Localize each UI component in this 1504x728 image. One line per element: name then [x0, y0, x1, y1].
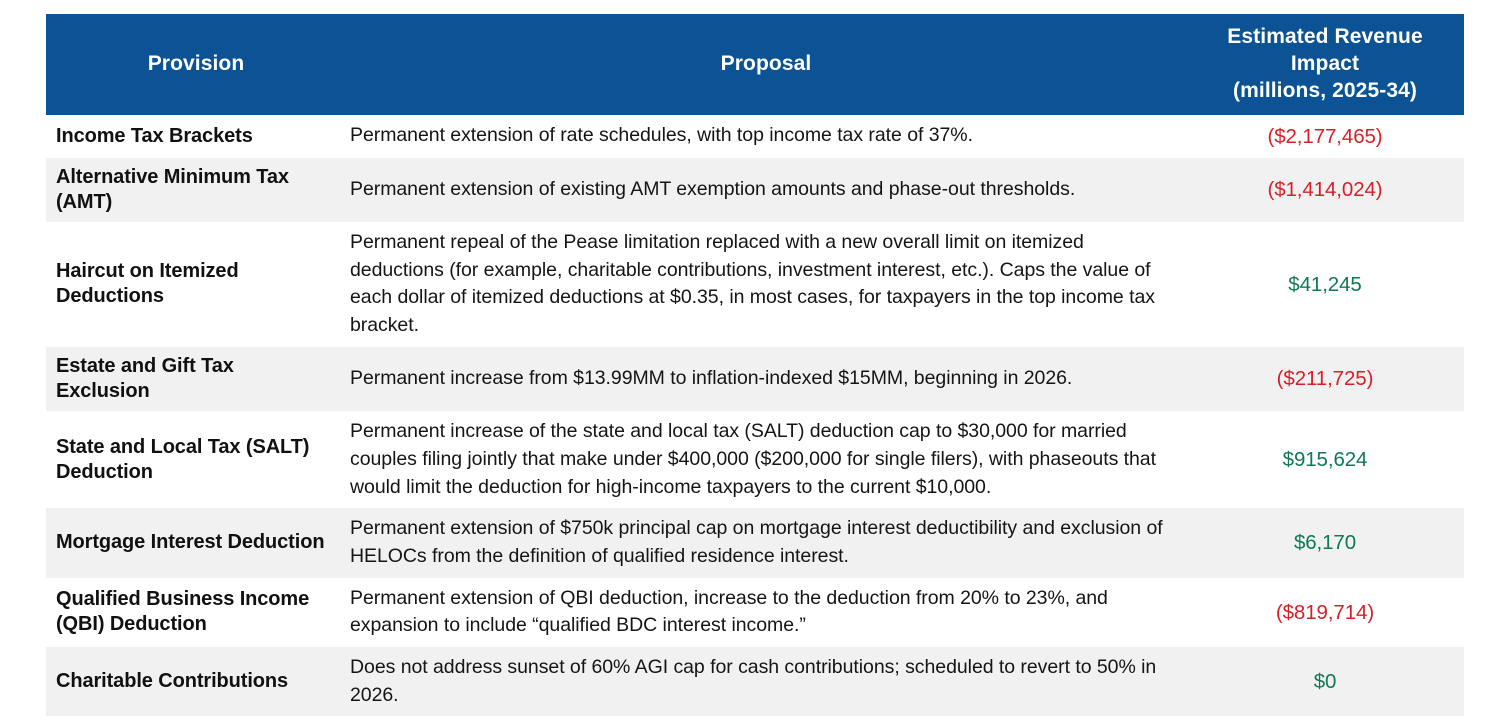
- table-row: [46, 508, 1464, 577]
- cell-provision: Estate and Gift Tax Exclusion: [46, 347, 346, 411]
- column-header-impact: [1186, 14, 1464, 115]
- cell-provision: Haircut on Itemized Deductions: [46, 222, 346, 347]
- cell-proposal: Permanent extension of rate schedules, with top income tax rate of 37%.: [346, 115, 1186, 158]
- table-row: [46, 158, 1464, 222]
- cell-provision: Qualified Business Income (QBI) Deduction: [46, 578, 346, 647]
- cell-proposal: Does not address sunset of 60% AGI cap for cash contributions; scheduled to revert to 50% in 2026.: [346, 647, 1186, 716]
- table-row: [46, 222, 1464, 347]
- cell-provision: State and Local Tax (SALT) Deduction: [46, 411, 346, 508]
- cell-provision: Income Tax Brackets: [46, 115, 346, 158]
- cell-provision: Mortgage Interest Deduction: [46, 508, 346, 577]
- cell-revenue-impact: $6,170: [1186, 508, 1464, 577]
- column-header-provision-label: Provision: [147, 51, 245, 75]
- cell-proposal: Permanent extension of QBI deduction, increase to the deduction from 20% to 23%, and expansion to include “qualified BDC interest income.”: [346, 578, 1186, 647]
- cell-revenue-impact: ($1,414,024): [1186, 158, 1464, 222]
- column-header-proposal: [346, 14, 1186, 115]
- cell-revenue-impact: ($211,725): [1186, 347, 1464, 411]
- column-header-impact-label: Estimated Revenue Impact: [1227, 25, 1423, 75]
- table-body: [46, 115, 1464, 717]
- tax-provisions-table-container: [46, 14, 1464, 716]
- table-row: [46, 411, 1464, 508]
- cell-provision: Charitable Contributions: [46, 647, 346, 716]
- tax-provisions-table: [46, 14, 1464, 716]
- cell-proposal: Permanent increase from $13.99MM to inflation-indexed $15MM, beginning in 2026.: [346, 347, 1186, 411]
- cell-proposal: Permanent increase of the state and local tax (SALT) deduction cap to $30,000 for married couples filing jointly that make under $400,000 ($200,000 for single filers), with phaseouts that would limit the deduction for high-income taxpayers to the current $10,000.: [346, 411, 1186, 508]
- table-row: [46, 578, 1464, 647]
- cell-proposal: Permanent extension of existing AMT exemption amounts and phase-out thresholds.: [346, 158, 1186, 222]
- table-row: [46, 115, 1464, 158]
- cell-proposal: Permanent repeal of the Pease limitation replaced with a new overall limit on itemized deductions (for example, charitable contributions, investment interest, etc.). Caps the value of each dollar of itemized deductions at $0.35, in most cases, for taxpayers in the top income tax bracket.: [346, 222, 1186, 347]
- cell-proposal: Permanent extension of $750k principal cap on mortgage interest deductibility and exclusion of HELOCs from the definition of qualified residence interest.: [346, 508, 1186, 577]
- column-header-impact-sublabel: (millions, 2025-34): [1233, 78, 1417, 102]
- header-row: [46, 14, 1464, 115]
- column-header-proposal-label: Proposal: [720, 51, 812, 75]
- column-header-provision: [46, 14, 346, 115]
- cell-revenue-impact: ($819,714): [1186, 578, 1464, 647]
- cell-revenue-impact: $0: [1186, 647, 1464, 716]
- cell-revenue-impact: ($2,177,465): [1186, 115, 1464, 158]
- cell-provision: Alternative Minimum Tax (AMT): [46, 158, 346, 222]
- table-row: [46, 647, 1464, 716]
- table-row: [46, 347, 1464, 411]
- table-header: [46, 14, 1464, 115]
- cell-revenue-impact: $41,245: [1186, 222, 1464, 347]
- cell-revenue-impact: $915,624: [1186, 411, 1464, 508]
